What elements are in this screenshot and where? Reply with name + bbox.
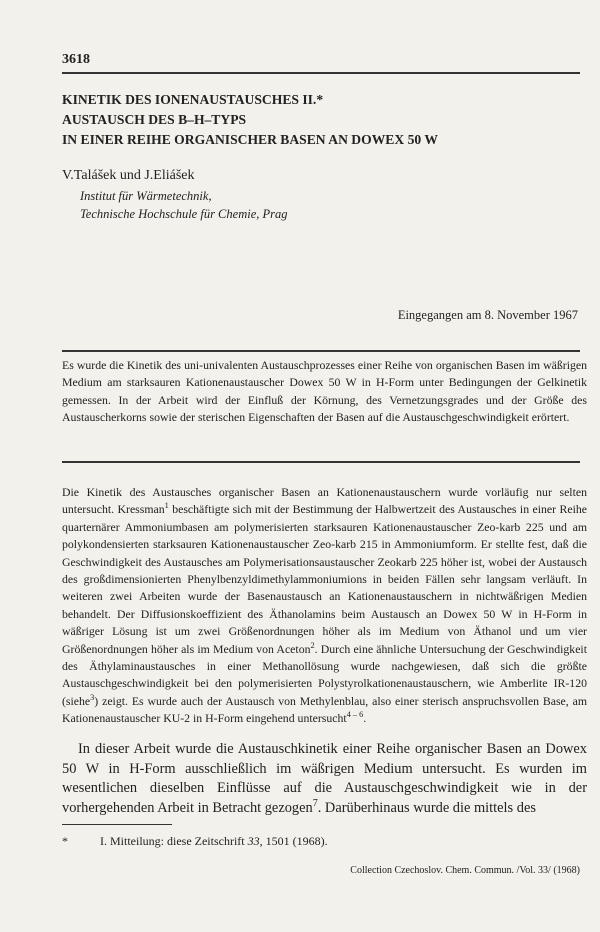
reference-1: 1 [164,501,169,511]
footnote-rule [62,824,172,825]
footnote-mark: * [62,834,68,848]
page-number: 3618 [62,52,90,67]
footnote-volume: 33 [247,834,260,848]
p1-text-d: ) zeigt. Es wurde auch der Austausch von Methylenblau, also einer sterisch anspruchsvollen Base, am Kationenaustauscher KU-2 in H-Form eingehend untersucht [62,693,587,726]
abstract-rule-top [62,350,580,352]
article-title [62,90,582,150]
footnote [62,834,328,849]
affiliation-line-2: Technische Hochschule für Chemie, Prag [80,207,288,221]
reference-3: 3 [90,692,95,702]
footnote-text-b: , 1501 (1968). [259,834,328,848]
header-rule [62,72,580,74]
affiliation-line-1: Institut für Wärmetechnik, [80,189,212,203]
p2-text-a: In dieser Arbeit wurde die Austauschkinetik einer Reihe organischer Basen an Dowex 50 W in H-Form ausschließlich im wäßrigen Medium untersucht. Es wurden im wesentlichen dieselben Einflüsse auf die Austauschgeschwindigkeit wie in der vorhergehenden Arbeit in Betracht gezogen [62,741,587,816]
received-date: Eingegangen am 8. November 1967 [397,308,578,322]
reference-2: 2 [310,640,315,650]
title-line-1: KINETIK DES IONENAUSTAUSCHES II.* [62,92,324,107]
p1-text-a: Die Kinetik des Austausches organischer Basen an Kationenaustauschern wurde vorläufig nur selten untersucht. Kressman [62,485,587,517]
authors: V.Talášek und J.Eliášek [62,168,195,183]
title-line-3: IN EINER REIHE ORGANISCHER BASEN AN DOWEX 50 W [62,132,438,147]
p1-text-b: beschäftigte sich mit der Bestimmung der Halbwertzeit des Austausches in einer Reihe quarternärer Ammoniumbasen am polymerisierten starksauren Kationenaustauscher Zeo-karb 225 und am polykondensierten starksauren Kationenaustauscher Zeo-karb 215 in Ammoniumform. Er stellte fest, daß die Geschwindigkeit des Austausches am Polymerisationsaustauscher Zeokarb 225 höher ist, wobei der Austausch des großdimensionierten Phenylbenzyldimethylammoniumions in beiden Fällen sehr langsam verläuft. In weiteren zwei Arbeiten wurde der Basenaustausch an Kationenaustauschern in nichtwäßrigen Medien behandelt. Der Diffusionskoeffizient des Äthanolamins beim Austausch an Dowex 50 W in H-Form in wäßriger Lösung ist um zwei Größenordnungen höher als im Medium von Äthanol und um vier Größenordnungen höher als im Medium von Aceton [62,502,587,656]
abstract: Es wurde die Kinetik des uni-univalenten Austauschprozesses einer Reihe von organischen Basen im wäßrigen Medium am starksauren Kationenaustauscher Dowex 50 W in H-Form unter Bedingungen der Gelkinetik gemessen. In der Arbeit wird der Einfluß der Körnung, des Vernetzungsgrades und der Größe des Austauscherkorns sowie der sterischen Eigenschaften der Basen auf die Austauschgeschwindigkeit erörtert. [62,358,587,424]
reference-4-6: 4 – 6 [346,710,364,720]
p2-text-b: . Darüberhinaus wurde die mittels des [317,799,536,816]
body-paragraph-2 [62,740,587,818]
title-line-2: AUSTAUSCH DES B–H–TYPS [62,112,247,127]
journal-footer: Collection Czechoslov. Chem. Commun. /Vol. 33/ (1968) [350,865,580,876]
affiliation [80,187,288,223]
abstract-rule-bottom [62,461,580,463]
p1-text-c: . Durch eine ähnliche Untersuchung der Geschwindigkeit des Äthylaminaustausches in einer Methanollösung wurde nachgewiesen, daß sich die größte Austauschgeschwindigkeit bei den polymerisierten Polystyrolkationenaustauschern, wie Amberlite IR-120 (siehe [62,641,587,708]
reference-7: 7 [312,797,318,809]
body-paragraph-1 [62,484,587,728]
p1-text-e: . [363,711,367,726]
footnote-text-a: I. Mitteilung: diese Zeitschrift [100,834,248,848]
